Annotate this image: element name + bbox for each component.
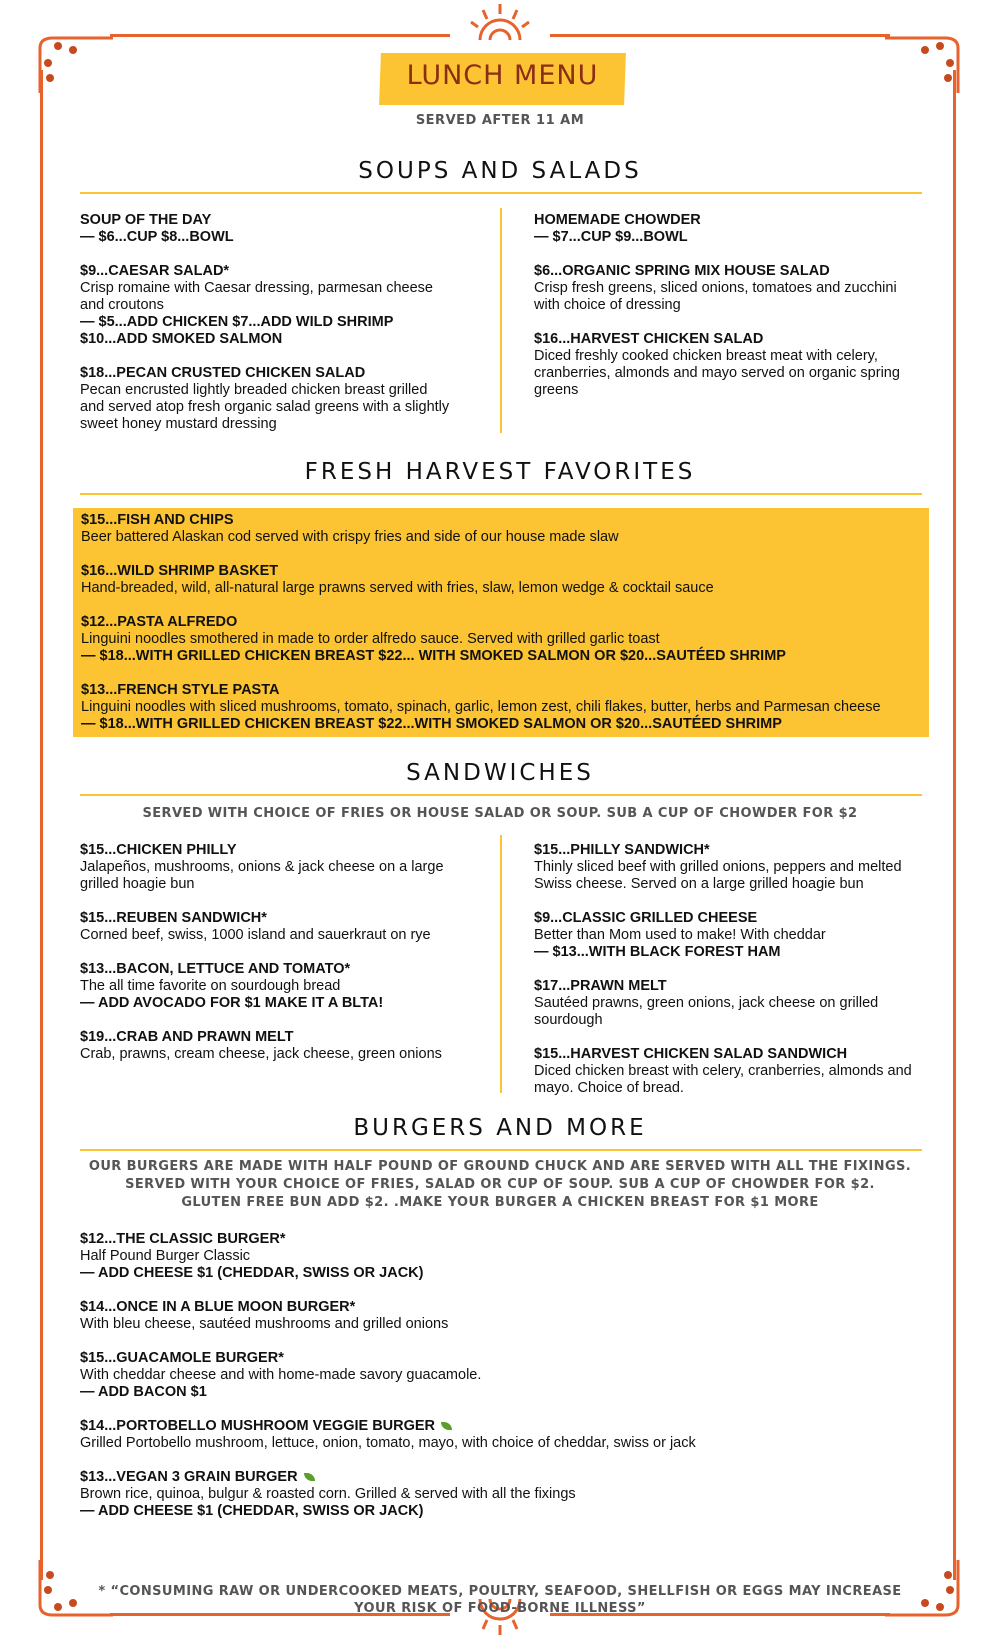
item-description: Corned beef, swiss, 1000 island and sauerkraut on rye	[80, 927, 431, 943]
item-name: $16...WILD SHRIMP BASKET	[81, 563, 279, 579]
item-description: With bleu cheese, sautéed mushrooms and grilled onions	[80, 1316, 449, 1332]
menu-item	[81, 682, 921, 733]
item-name: SOUP OF THE DAY	[80, 212, 212, 228]
menu-item	[534, 1046, 919, 1097]
section-rule	[80, 192, 922, 194]
menu-item	[80, 910, 470, 944]
menu-item	[80, 1418, 920, 1452]
menu-item	[534, 910, 919, 961]
item-name: $9...CAESAR SALAD*	[80, 263, 230, 279]
item-description: Thinly sliced beef with grilled onions, peppers and melted Swiss cheese. Served on a large grilled hoagie bun	[534, 859, 902, 892]
menu-item	[80, 365, 450, 433]
sandwiches-right-column	[534, 842, 919, 1114]
column-divider	[500, 208, 502, 433]
item-description: The all time favorite on sourdough bread	[80, 978, 341, 994]
flourish-corner-icon	[28, 28, 118, 98]
section-heading-sandwiches: SANDWICHES	[406, 760, 594, 786]
item-name: $13...FRENCH STYLE PASTA	[81, 682, 280, 698]
item-name: $15...GUACAMOLE BURGER*	[80, 1350, 284, 1366]
burgers-note-line: SERVED WITH YOUR CHOICE OF FRIES, SALAD OR CUP OF SOUP. SUB A CUP OF CHOWDER FOR $2.	[125, 1177, 875, 1192]
item-description: Crab, prawns, cream cheese, jack cheese, green onions	[80, 1046, 442, 1062]
soups-left-column	[80, 212, 450, 450]
item-description: Hand-breaded, wild, all-natural large prawns served with fries, slaw, lemon wedge & cocktail sauce	[81, 580, 714, 596]
item-name: $14...ONCE IN A BLUE MOON BURGER*	[80, 1299, 356, 1315]
sandwiches-note: SERVED WITH CHOICE OF FRIES OR HOUSE SALAD OR SOUP. SUB A CUP OF CHOWDER FOR $2	[142, 806, 858, 821]
leaf-icon	[441, 1422, 452, 1430]
frame-border-left	[40, 70, 43, 1580]
disclaimer	[80, 1583, 920, 1617]
disclaimer-line: * “CONSUMING RAW OR UNDERCOOKED MEATS, POULTRY, SEAFOOD, SHELLFISH OR EGGS MAY INCREASE	[98, 1584, 902, 1599]
menu-item	[80, 842, 470, 893]
item-name: $12...PASTA ALFREDO	[81, 614, 238, 630]
flourish-corner-icon	[880, 28, 970, 98]
item-name-row	[80, 1418, 920, 1435]
item-description: Diced freshly cooked chicken breast meat with celery, cranberries, almonds and mayo served on organic spring greens	[534, 348, 900, 398]
menu-item	[80, 1029, 470, 1063]
item-name: $19...CRAB AND PRAWN MELT	[80, 1029, 294, 1045]
menu-item	[80, 1299, 920, 1333]
menu-item	[534, 978, 919, 1029]
section-rule	[80, 794, 922, 796]
item-name: $15...CHICKEN PHILLY	[80, 842, 237, 858]
menu-item	[81, 512, 921, 546]
item-description: Half Pound Burger Classic	[80, 1248, 251, 1264]
item-addon: $10...ADD SMOKED SALMON	[80, 331, 283, 347]
page-title: LUNCH MENU	[406, 60, 599, 91]
item-name: $13...VEGAN 3 GRAIN BURGER	[80, 1469, 298, 1485]
item-addon: — $6...CUP $8...BOWL	[80, 229, 234, 245]
item-name: $15...FISH AND CHIPS	[81, 512, 234, 528]
item-description: Jalapeños, mushrooms, onions & jack cheese on a large grilled hoagie bun	[80, 859, 444, 892]
column-divider	[500, 835, 502, 1093]
item-description: Grilled Portobello mushroom, lettuce, onion, tomato, mayo, with choice of cheddar, swiss or jack	[80, 1435, 696, 1451]
menu-item	[80, 1350, 920, 1401]
soups-right-column	[534, 212, 919, 416]
item-addon: — $18...WITH GRILLED CHICKEN BREAST $22...WITH SMOKED SALMON OR $20...SAUTÉED SHRIMP	[81, 716, 782, 732]
item-name: HOMEMADE CHOWDER	[534, 212, 701, 228]
section-heading-soups: SOUPS AND SALADS	[358, 158, 642, 184]
section-heading-harvest: FRESH HARVEST FAVORITES	[304, 459, 696, 485]
menu-item	[534, 842, 919, 893]
item-description: Linguini noodles smothered in made to order alfredo sauce. Served with grilled garlic toast	[81, 631, 660, 647]
item-addon: — ADD BACON $1	[80, 1384, 207, 1400]
item-addon: — ADD AVOCADO FOR $1 MAKE IT A BLTA!	[80, 995, 384, 1011]
frame-border-top-right	[550, 34, 890, 37]
menu-item	[80, 212, 450, 246]
section-heading-burgers: BURGERS AND MORE	[353, 1115, 647, 1141]
item-description: Brown rice, quinoa, bulgur & roasted corn. Grilled & served with all the fixings	[80, 1486, 576, 1502]
item-addon: — $18...WITH GRILLED CHICKEN BREAST $22... WITH SMOKED SALMON OR $20...SAUTÉED SHRIMP	[81, 648, 786, 664]
sun-ornament-icon	[465, 2, 535, 44]
item-description: Crisp fresh greens, sliced onions, tomatoes and zucchini with choice of dressing	[534, 280, 897, 313]
burgers-note-line: OUR BURGERS ARE MADE WITH HALF POUND OF GROUND CHUCK AND ARE SERVED WITH ALL THE FIXINGS.	[88, 1159, 912, 1174]
item-addon: — $13...WITH BLACK FOREST HAM	[534, 944, 781, 960]
menu-item	[81, 563, 921, 597]
frame-border-top-left	[110, 34, 450, 37]
item-name: $15...HARVEST CHICKEN SALAD SANDWICH	[534, 1046, 848, 1062]
item-addon: — ADD CHEESE $1 (CHEDDAR, SWISS OR JACK)	[80, 1503, 424, 1519]
item-addon: — $7...CUP $9...BOWL	[534, 229, 688, 245]
item-name: $18...PECAN CRUSTED CHICKEN SALAD	[80, 365, 366, 381]
item-addon: — ADD CHEESE $1 (CHEDDAR, SWISS OR JACK)	[80, 1265, 424, 1281]
item-name: $16...HARVEST CHICKEN SALAD	[534, 331, 764, 347]
page-subtitle: SERVED AFTER 11 AM	[415, 113, 585, 128]
burgers-note	[60, 1158, 940, 1212]
menu-item	[534, 331, 919, 399]
menu-item	[81, 614, 921, 665]
section-rule	[80, 1149, 922, 1151]
item-name: $14...PORTOBELLO MUSHROOM VEGGIE BURGER	[80, 1418, 436, 1434]
item-name: $12...THE CLASSIC BURGER*	[80, 1231, 286, 1247]
burgers-note-line: GLUTEN FREE BUN ADD $2. .MAKE YOUR BURGER A CHICKEN BREAST FOR $1 MORE	[181, 1195, 819, 1210]
menu-item	[534, 212, 919, 246]
item-description: Sautéed prawns, green onions, jack cheese on grilled sourdough	[534, 995, 879, 1028]
item-name: $6...ORGANIC SPRING MIX HOUSE SALAD	[534, 263, 830, 279]
menu-item	[80, 263, 450, 348]
item-name-row	[80, 1469, 920, 1486]
menu-item	[80, 961, 470, 1012]
menu-item	[534, 263, 919, 314]
item-description: Beer battered Alaskan cod served with crispy fries and side of our house made slaw	[81, 529, 619, 545]
sandwiches-left-column	[80, 842, 470, 1080]
burgers-column	[80, 1231, 920, 1537]
item-name: $17...PRAWN MELT	[534, 978, 667, 994]
harvest-favorites-box	[73, 508, 929, 737]
item-description: Linguini noodles with sliced mushrooms, tomato, spinach, garlic, lemon zest, chili flakes, butter, herbs and Parmesan cheese	[81, 699, 881, 715]
item-description: Pecan encrusted lightly breaded chicken breast grilled and served atop fresh organic salad greens with a slightly sweet honey mustard dressing	[80, 382, 450, 432]
section-rule	[80, 493, 922, 495]
item-description: With cheddar cheese and with home-made savory guacamole.	[80, 1367, 482, 1383]
item-name: $9...CLASSIC GRILLED CHEESE	[534, 910, 758, 926]
item-description: Better than Mom used to make! With cheddar	[534, 927, 826, 943]
item-name: $15...PHILLY SANDWICH*	[534, 842, 710, 858]
menu-item	[80, 1469, 920, 1520]
item-description: Diced chicken breast with celery, cranberries, almonds and mayo. Choice of bread.	[534, 1063, 912, 1096]
frame-border-right	[953, 70, 956, 1580]
menu-item	[80, 1231, 920, 1282]
disclaimer-line: YOUR RISK OF FOOD-BORNE ILLNESS”	[354, 1601, 646, 1616]
item-name: $15...REUBEN SANDWICH*	[80, 910, 267, 926]
item-name: $13...BACON, LETTUCE AND TOMATO*	[80, 961, 351, 977]
item-description: Crisp romaine with Caesar dressing, parmesan cheese and croutons	[80, 280, 433, 313]
leaf-icon	[304, 1473, 315, 1481]
item-addon: — $5...ADD CHICKEN $7...ADD WILD SHRIMP	[80, 314, 394, 330]
